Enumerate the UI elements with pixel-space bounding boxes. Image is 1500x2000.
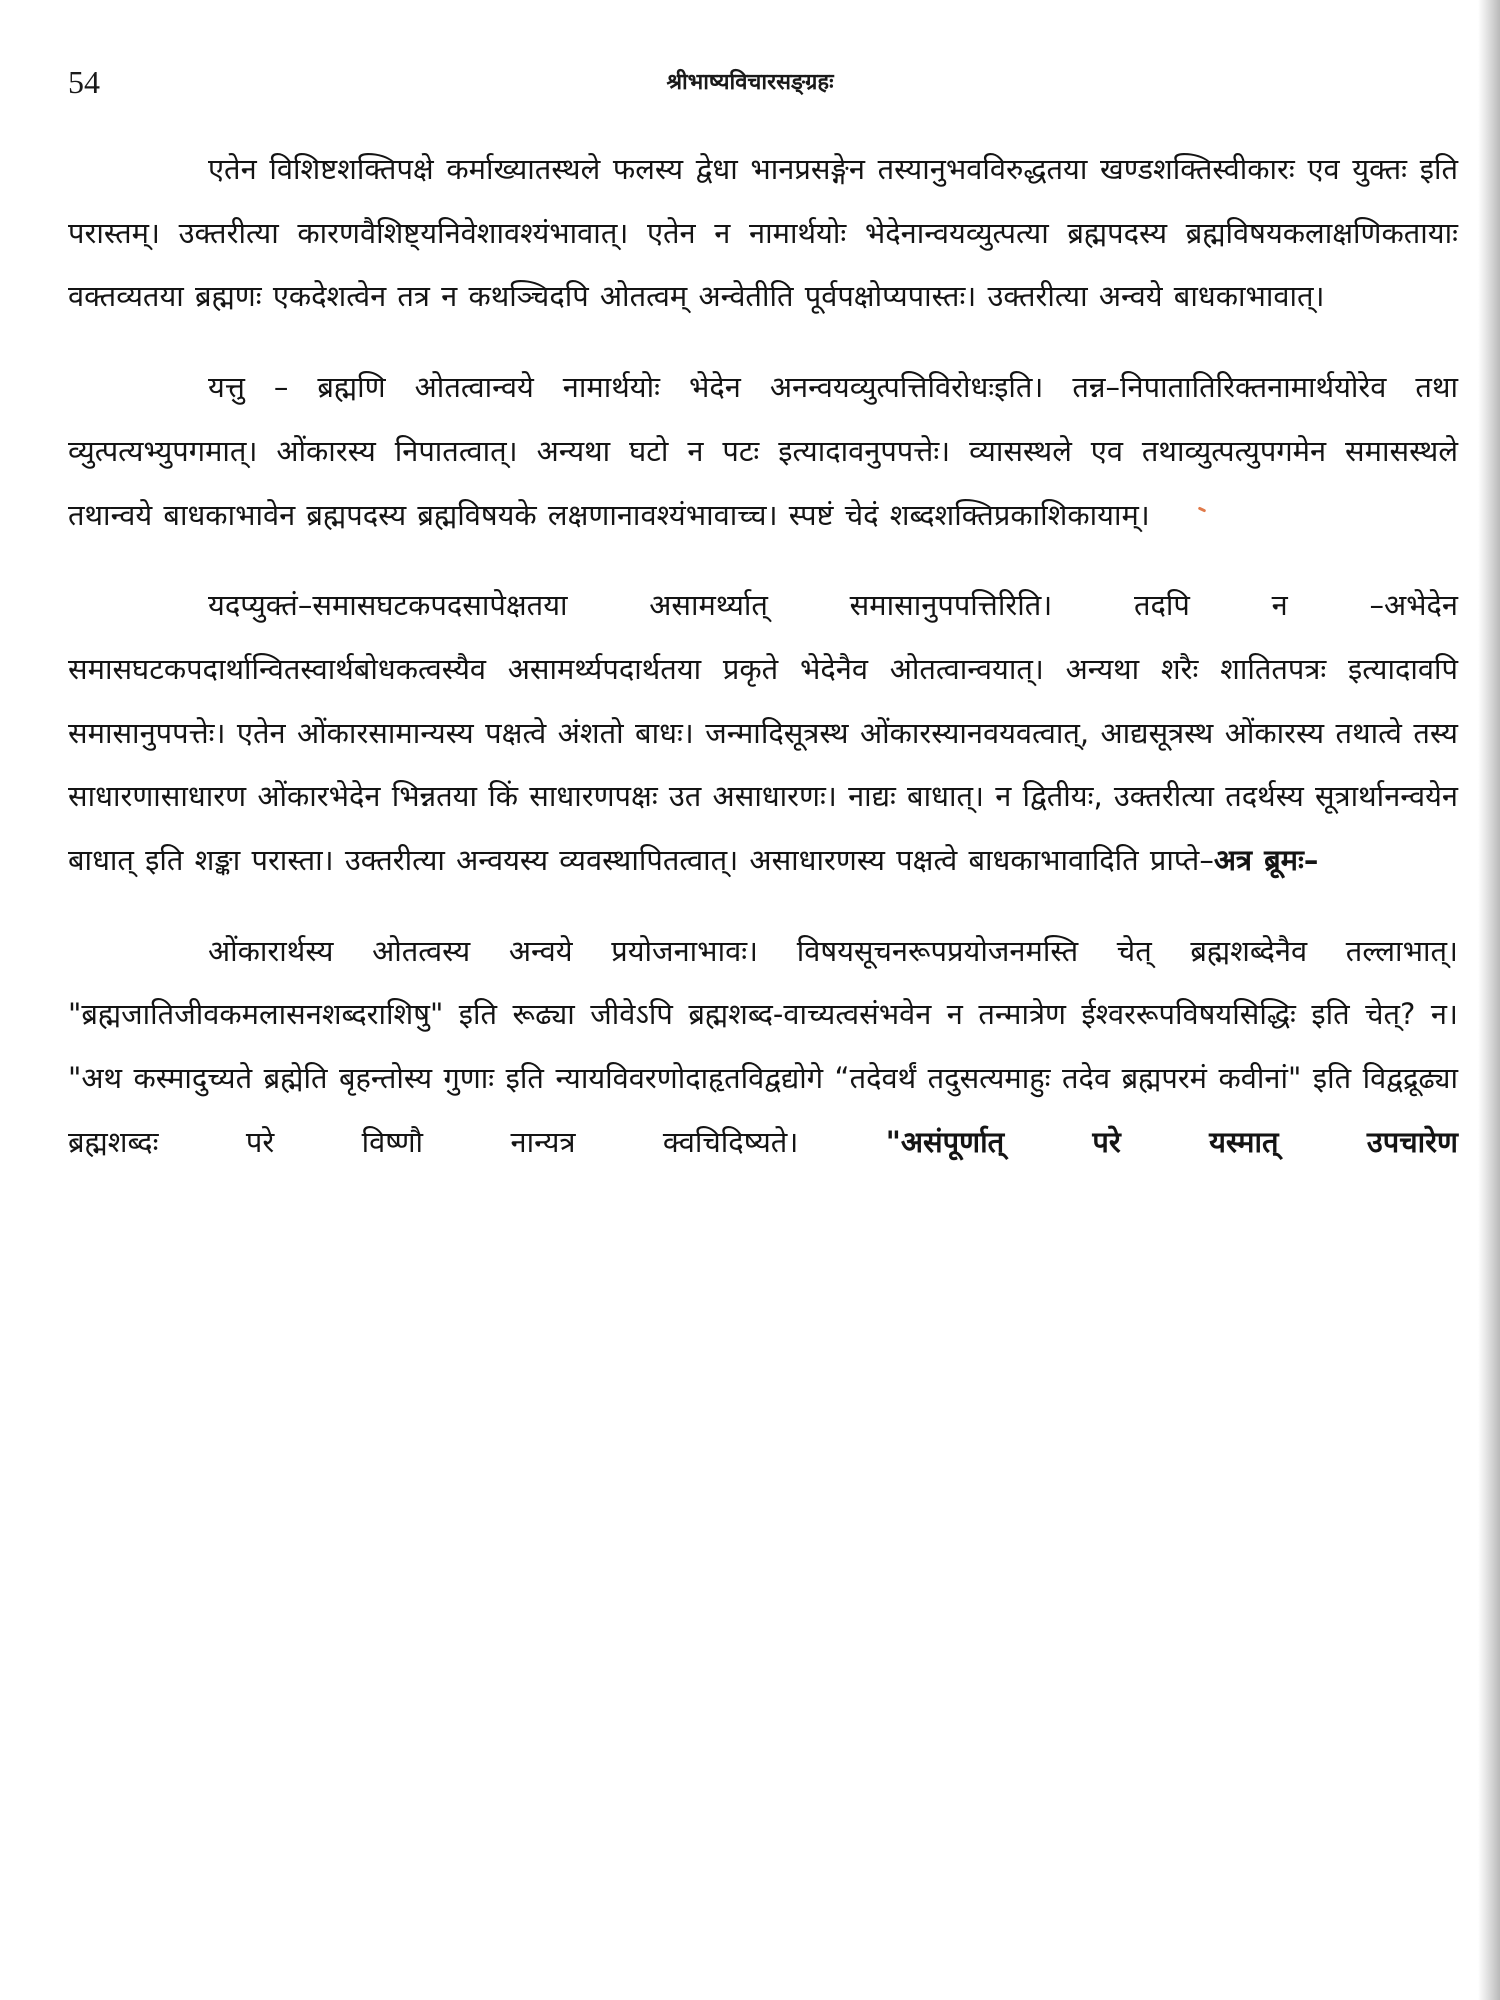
paragraph-3 — [68, 574, 1458, 893]
paragraph-text: यत्तु – ब्रह्मणि ओतत्वान्वये नामार्थयोः भेदेन अनन्वयव्युत्पत्तिविरोधःइति। तन्न–निपातातिरिक्तनामार्थयोरेव तथा व्युत्पत्यभ्युपगमात्। ओंकारस्य निपातत्वात्। अन्यथा घटो न पटः इत्यादावनुपपत्तेः। व्यासस्थले एव तथाव्युत्पत्युपगमेन समासस्थले तथान्वये बाधकाभावेन ब्रह्मपदस्य ब्रह्मविषयके लक्षणानावश्यंभावाच्च। स्पष्टं चेदं शब्दशक्तिप्रकाशिकायाम्। — [68, 370, 1458, 532]
body-text — [68, 138, 1458, 1175]
paragraph-4 — [68, 920, 1458, 1175]
bold-quote: "असंपूर्णात् परे यस्मात् उपचारेण — [885, 1124, 1458, 1159]
paragraph-2 — [68, 356, 1458, 547]
paragraph-text: ओंकारार्थस्य ओतत्वस्य अन्वये प्रयोजनाभावः। विषयसूचनरूपप्रयोजनमस्ति चेत् ब्रह्मशब्देनैव तल्लाभात्। "ब्रह्मजातिजीवकमलासनशब्दराशिषु" इति रूढ्या जीवेऽपि ब्रह्मशब्द-वाच्यत्वसंभवेन न तन्मात्रेण ईश्वररूपविषयसिद्धिः इति चेत्? न। "अथ कस्मादुच्यते ब्रह्मेति बृहन्तोस्य गुणाः इति न्यायविवरणोदाहृतविद्वद्योगे “तदेवर्थं तदुसत्यमाहुः तदेव ब्रह्मपरमं कवीनां" इति विद्वद्रूढ्या ब्रह्मशब्दः परे विष्णौ नान्यत्र क्वचिदिष्यते। — [68, 933, 1458, 1159]
paragraph-text: एतेन विशिष्टशक्तिपक्षे कर्माख्यातस्थले फलस्य द्वेधा भानप्रसङ्गेन तस्यानुभवविरुद्धतया खण्डशक्तिस्वीकारः एव युक्तः इति परास्तम्। उक्तरीत्या कारणवैशिष्ट्यनिवेशावश्यंभावात्। एतेन न नामार्थयोः भेदेनान्वयव्युत्पत्या ब्रह्मपदस्य ब्रह्मविषयकलाक्षणिकतायाः वक्तव्यतया ब्रह्मणः एकदेशत्वेन तत्र न कथञ्चिदपि ओतत्वम् अन्वेतीति पूर्वपक्षोप्यपास्तः। उक्तरीत्या अन्वये बाधकाभावात्। — [68, 152, 1458, 314]
paragraph-1 — [68, 138, 1458, 329]
running-title: श्रीभाष्यविचारसङ्ग्रहः — [666, 70, 834, 95]
paragraph-text: यदप्युक्तं–समासघटकपदसापेक्षतया असामर्थ्यात् समासानुपपत्तिरिति। तदपि न –अभेदेन समासघटकपदार्थान्वितस्वार्थबोधकत्वस्यैव असामर्थ्यपदार्थतया प्रकृते भेदेनैव ओतत्वान्वयात्। अन्यथा शरैः शातितपत्रः इत्यादावपि समासानुपपत्तेः। एतेन ओंकारसामान्यस्य पक्षत्वे अंशतो बाधः। जन्मादिसूत्रस्थ ओंकारस्यानवयवत्वात्, आद्यसूत्रस्थ ओंकारस्य तथात्वे तस्य साधारणासाधारण ओंकारभेदेन भिन्नतया किं साधारणपक्षः उत असाधारणः। नाद्यः बाधात्। न द्वितीयः, उक्तरीत्या तदर्थस्य सूत्रार्थानन्वयेन बाधात् इति शङ्का परास्ता। उक्तरीत्या अन्वयस्य व्यवस्थापितत्वात्। असाधारणस्य पक्षत्वे बाधकाभावादिति प्राप्ते– — [68, 588, 1458, 878]
page-number: 54 — [68, 64, 100, 100]
page-edge-shadow — [1478, 0, 1500, 2000]
bold-phrase: अत्र ब्रूमः– — [1213, 843, 1319, 878]
